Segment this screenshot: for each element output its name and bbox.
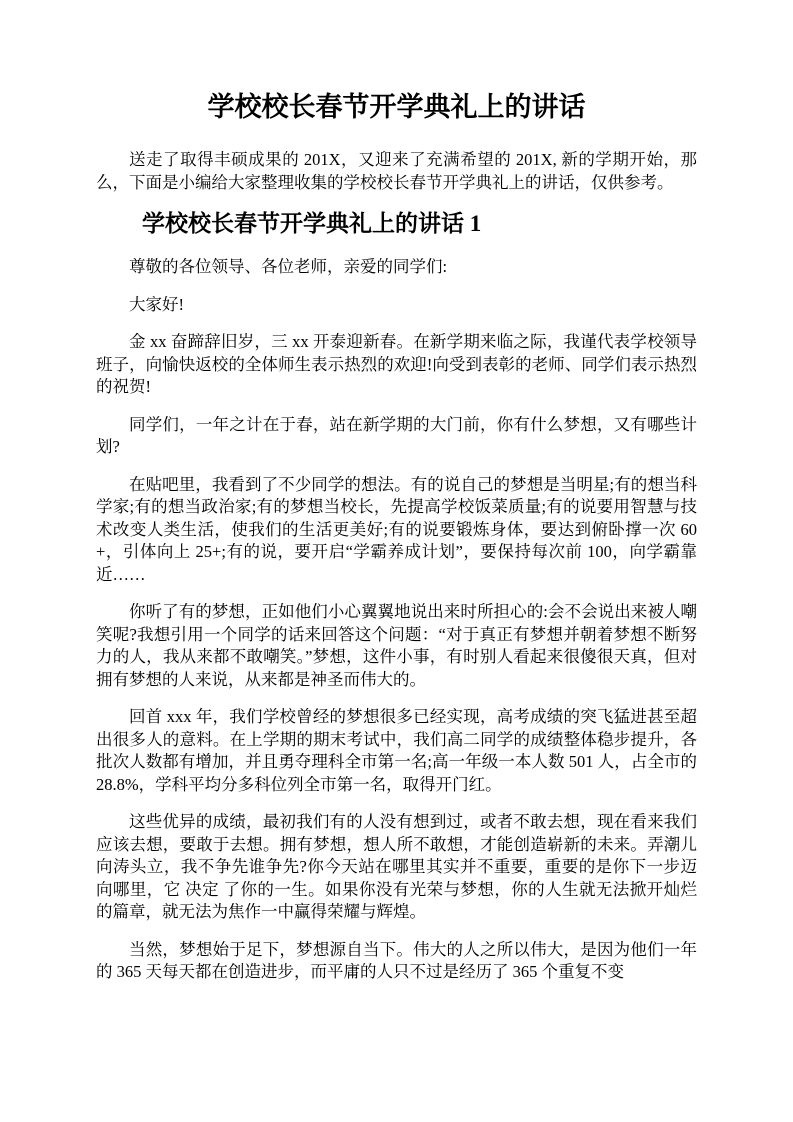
paragraph: 这些优异的成绩，最初我们有的人没有想到过，或者不敢去想，现在看来我们应该去想，要敢于去想。拥有梦想，想人所不敢想，才能创造崭新的未来。弄潮儿向涛头立，我不争先谁争先?你今天站在哪里其实并不重要，重要的是你下一步迈向哪里，它 决定 了你的一生。如果你没有光荣与梦想，你的人生就无法掀开灿烂的篇章，就无法为焦作一中赢得荣耀与辉煌。 (96, 812, 697, 921)
paragraph: 在贴吧里，我看到了不少同学的想法。有的说自己的梦想是当明星;有的想当科学家;有的想当政治家;有的梦想当校长，先提高学校饭菜质量;有的说要用智慧与技术改变人类生活，使我们的生活更美好;有的说要锻炼身体，要达到俯卧撑一次 60+，引体向上 25+;有的说，要开启“学霸养成计划”，要保持每次前 100，向学霸靠近…… (96, 474, 697, 584)
intro-paragraph: 送走了取得丰硕成果的 201X，又迎来了充满希望的 201X, 新的学期开始，那么，下面是小编给大家整理收集的学校校长春节开学典礼上的讲话，仅供参考。 (96, 150, 697, 192)
section-heading: 学校校长春节开学典礼上的讲话 1 (142, 211, 482, 236)
document-title: 学校校长春节开学典礼上的讲话 (207, 92, 586, 122)
paragraph: 回首 xxx 年，我们学校曾经的梦想很多已经实现，高考成绩的突飞猛进甚至超出很多人的意料。在上学期的期末考试中，我们高二同学的成绩整体稳步提升，各批次人数都有增加，并且勇夺理科全市第一名;高一年级一本人数 501 人，占全市的 28.8%，学科平均分多科位列全市第一名，取得开门红。 (96, 707, 697, 794)
paragraph-greeting: 大家好! (129, 294, 184, 314)
paragraph-salutation: 尊敬的各位领导、各位老师，亲爱的同学们: (129, 257, 448, 276)
paragraph: 同学们，一年之计在于春，站在新学期的大门前，你有什么梦想，又有哪些计划? (96, 414, 697, 456)
paragraph: 金 xx 奋蹄辞旧岁，三 xx 开泰迎新春。在新学期来临之际，我谨代表学校领导班子，向愉快返校的全体师生表示热烈的欢迎!向受到表彰的老师、同学们表示热烈的祝贺! (96, 332, 697, 396)
paragraph: 你听了有的梦想，正如他们小心翼翼地说出来时所担心的:会不会说出来被人嘲笑呢?我想引用一个同学的话来回答这个问题：“对于真正有梦想并朝着梦想不断努力的人，我从来都不敢嘲笑。”梦想，这件小事，有时别人看起来很傻很天真，但对拥有梦想的人来说，从来都是神圣而伟大的。 (96, 602, 697, 689)
paragraph-truncated: 当然，梦想始于足下，梦想源自当下。伟大的人之所以伟大，是因为他们一年的 365 天每天都在创造进步，而平庸的人只不过是经历了 365 个重复不变 (96, 939, 697, 981)
